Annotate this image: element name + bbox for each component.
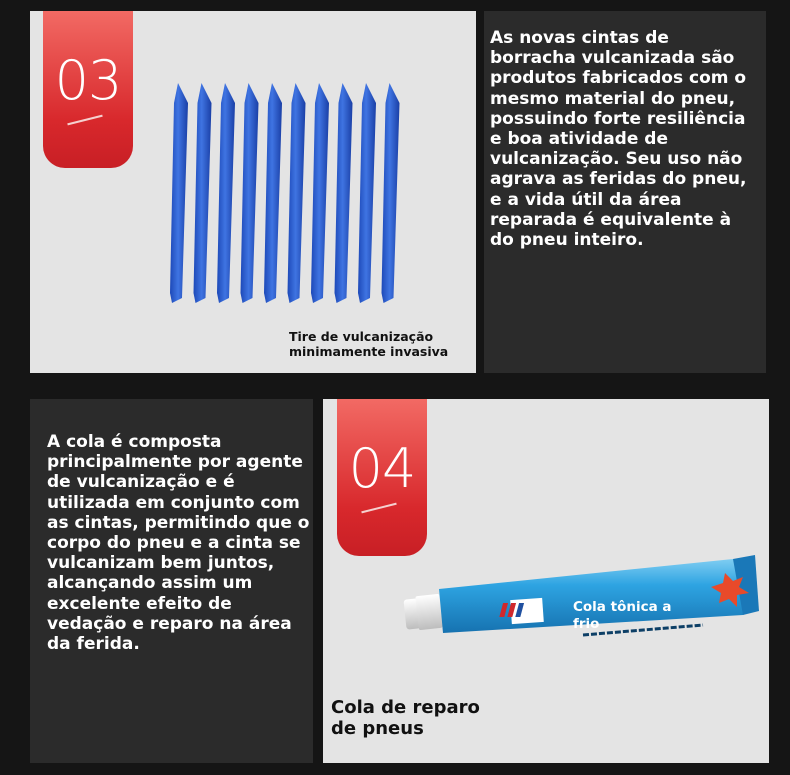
rubber-strip xyxy=(217,83,235,303)
strips-description: As novas cintas de borracha vulcanizada são produtos fabricados com o mesmo material do pneu, possuindo forte resiliência e boa atividade de vulcanização. Seu uso não agrava as feridas do pneu, e a vida útil da área reparada é equivalente à do pneu inteiro. xyxy=(490,28,747,251)
rubber-strip xyxy=(241,83,259,303)
badge-underline xyxy=(67,115,102,126)
strips-caption-line2: minimamente invasiva xyxy=(289,344,449,359)
glue-description-panel xyxy=(30,399,313,763)
rubber-strips-illustration xyxy=(170,83,420,308)
tube-label-line1: Cola tônica a xyxy=(573,599,672,615)
rubber-strip xyxy=(264,83,282,303)
section-04-badge xyxy=(337,399,427,556)
section-03-badge xyxy=(43,11,133,168)
strips-caption-line1: Tire de vulcanização xyxy=(289,329,434,344)
rubber-strip xyxy=(311,83,329,303)
strips-description-panel xyxy=(484,11,766,373)
tube-label-line2: frio xyxy=(573,616,600,632)
tube-label xyxy=(573,599,672,633)
section-03-number: 03 xyxy=(54,49,122,112)
section-04-number: 04 xyxy=(348,437,416,500)
glue-caption-line1: Cola de reparo xyxy=(331,697,480,718)
strips-image-panel xyxy=(30,11,476,373)
rubber-strip xyxy=(288,83,306,303)
badge-underline xyxy=(361,503,396,514)
rubber-strip xyxy=(335,83,353,303)
rubber-strip xyxy=(358,83,376,303)
strips-caption xyxy=(289,329,448,359)
rubber-strip xyxy=(170,83,188,303)
glue-caption xyxy=(331,697,480,739)
glue-image-panel xyxy=(323,399,769,763)
rubber-strip xyxy=(382,83,400,303)
glue-caption-line2: de pneus xyxy=(331,718,424,739)
rubber-strip xyxy=(194,83,212,303)
glue-description: A cola é composta principalmente por agente de vulcanização e é utilizada em conjunto com as cintas, permitindo que o corpo do pneu e a cinta se vulcanizam bem juntos, alcançando assim um excelente efeito de vedação e reparo na área da ferida. xyxy=(47,432,310,655)
